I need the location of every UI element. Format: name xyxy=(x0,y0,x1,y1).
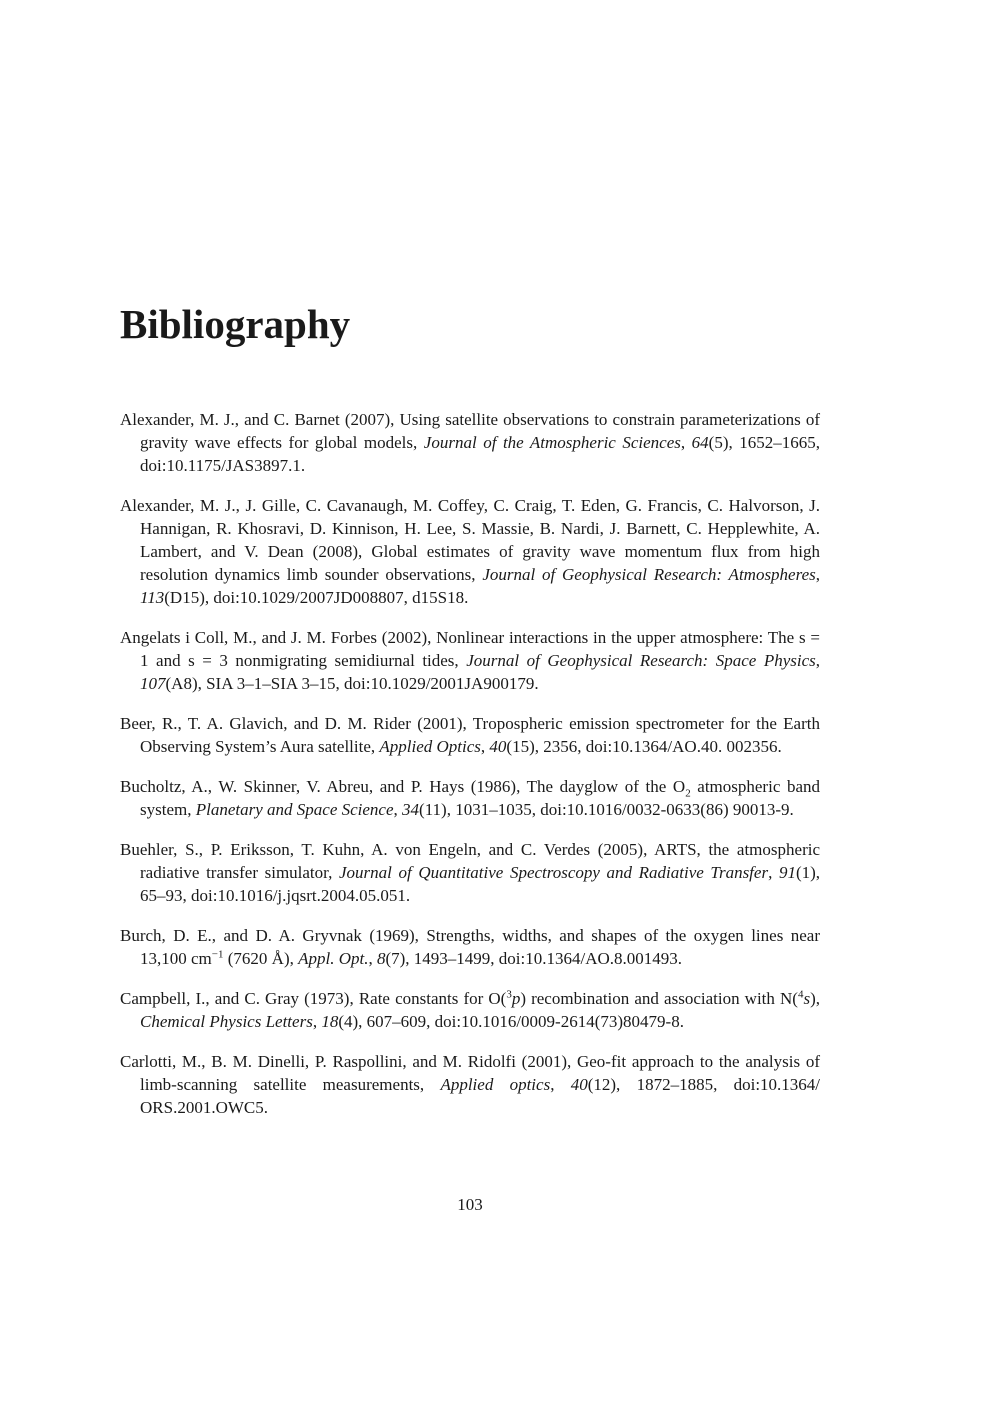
entry-title-subscript: 2 xyxy=(685,787,691,800)
bib-entry-burch-1969 xyxy=(120,924,820,970)
entry-title: Geo-fit approach to the analysis of limb-scanning satellite measurements, xyxy=(140,1052,820,1094)
bib-entry-angelats-2002 xyxy=(120,626,820,695)
entry-title-text: (7620 Å), xyxy=(223,949,299,968)
bib-entry-bucholtz-1986 xyxy=(120,775,820,821)
entry-details: (15), 2356, doi:10.1364/AO.40. 002356. xyxy=(506,737,782,756)
entry-venue: Appl. Opt. xyxy=(298,949,369,968)
entry-volume: 113 xyxy=(140,588,165,607)
entry-volume: 18 xyxy=(321,1012,339,1031)
entry-details: (11), 1031–1035, doi:10.1016/0032-0633(86) 90013-9. xyxy=(419,800,794,819)
entry-venue: Journal of Quantitative Spectroscopy and Radiative Transfer xyxy=(339,863,769,882)
entry-details: (5), 1652–1665, doi:10.1175/JAS3897.1. xyxy=(140,433,821,475)
entry-volume: 91 xyxy=(778,863,796,882)
entry-venue: Applied Optics xyxy=(379,737,481,756)
entry-title-text: ), xyxy=(810,989,820,1008)
entry-title: Using satellite observations to constrain parameterizations of gravity wave effects for global models, xyxy=(140,410,821,452)
entry-venue: Journal of Geophysical Research: Atmospheres xyxy=(482,565,816,584)
entry-separator: , xyxy=(368,949,377,968)
entry-volume: 107 xyxy=(140,674,166,693)
entry-title-superscript: 3 xyxy=(506,988,512,1001)
page-title: Bibliography xyxy=(120,301,351,347)
bib-entry-alexander-2007 xyxy=(120,408,820,477)
bibliography-list xyxy=(120,408,820,1136)
entry-title-symbol: s xyxy=(803,989,811,1008)
entry-authors: Bucholtz, A., W. Skinner, V. Abreu, and P. Hays (1986), xyxy=(120,777,527,796)
entry-details: (1), 65–93, doi:10.1016/j.jqsrt.2004.05.051. xyxy=(140,863,821,905)
entry-authors: Burch, D. E., and D. A. Gryvnak (1969), xyxy=(120,926,427,945)
entry-authors: Beer, R., T. A. Glavich, and D. M. Rider (2001), xyxy=(120,714,473,733)
bib-entry-alexander-2008 xyxy=(120,494,820,609)
entry-details: (A8), SIA 3–1–SIA 3–15, doi:10.1029/2001JA900179. xyxy=(165,674,539,693)
entry-volume: 8 xyxy=(376,949,386,968)
entry-title-symbol: p xyxy=(511,989,521,1008)
entry-authors: Alexander, M. J., and C. Barnet (2007), xyxy=(120,410,400,429)
entry-details: (7), 1493–1499, doi:10.1364/AO.8.001493. xyxy=(385,949,683,968)
entry-title-superscript: −1 xyxy=(211,948,224,961)
entry-authors: Carlotti, M., B. M. Dinelli, P. Raspollini, and M. Ridolfi (2001), xyxy=(120,1052,577,1071)
bib-entry-campbell-1973 xyxy=(120,987,820,1033)
entry-title: Global estimates of gravity wave momentum flux from high resolution dynamics limb sounder observations, xyxy=(140,542,820,584)
entry-venue: Applied optics xyxy=(440,1075,551,1094)
bib-entry-carlotti-2001 xyxy=(120,1050,820,1119)
entry-separator: , xyxy=(815,651,821,670)
entry-title: Tropospheric emission spectrometer for the Earth Observing System’s Aura satellite, xyxy=(140,714,820,756)
entry-title-text: Strengths, widths, and shapes of the oxygen lines near 13,100 cm xyxy=(140,926,820,968)
entry-title-text: Rate constants for O( xyxy=(358,989,507,1008)
page-number: 103 xyxy=(457,1195,483,1214)
entry-separator: , xyxy=(550,1075,571,1094)
entry-volume: 40 xyxy=(570,1075,588,1094)
entry-separator: , xyxy=(768,863,779,882)
entry-authors: Campbell, I., and C. Gray (1973), xyxy=(120,989,359,1008)
entry-authors: Alexander, M. J., J. Gille, C. Cavanaugh, M. Coffey, C. Craig, T. Eden, G. Francis, C. Halvorson, J. Hannigan, R. Khosravi, D. Kinnison, H. Lee, S. Massie, B. Nardi, J. Barnett, C. Hepplewhite, A. Lambert, and V. Dean (2008), xyxy=(120,496,820,561)
entry-title-text: atmospheric band system, xyxy=(140,777,820,819)
entry-title-text: ) recombination and association with N( xyxy=(520,989,798,1008)
entry-venue: Journal of the Atmospheric Sciences xyxy=(423,433,681,452)
bib-entry-beer-2001 xyxy=(120,712,820,758)
entry-venue: Journal of Geophysical Research: Space Physics xyxy=(466,651,816,670)
entry-venue: Chemical Physics Letters xyxy=(140,1012,313,1031)
entry-title: ARTS, the atmospheric radiative transfer simulator, xyxy=(140,840,820,882)
bib-entry-buehler-2005 xyxy=(120,838,820,907)
entry-title xyxy=(359,989,820,1008)
entry-venue: Planetary and Space Science xyxy=(195,800,394,819)
entry-separator: , xyxy=(393,800,403,819)
entry-title-text: The dayglow of the O xyxy=(526,777,686,796)
entry-separator: , xyxy=(680,433,692,452)
entry-title: Nonlinear interactions in the upper atmosphere: The s = 1 and s = 3 nonmigrating semidiurnal tides, xyxy=(140,628,820,670)
entry-title-superscript: 4 xyxy=(797,988,804,1001)
entry-separator: , xyxy=(815,565,820,584)
entry-authors: Buehler, S., P. Eriksson, T. Kuhn, A. von Engeln, and C. Verdes (2005), xyxy=(120,840,655,859)
entry-separator: , xyxy=(312,1012,322,1031)
entry-volume: 40 xyxy=(489,737,507,756)
entry-separator: , xyxy=(480,737,490,756)
entry-details: (12), 1872–1885, doi:10.1364/ ORS.2001.OWC5. xyxy=(140,1075,821,1117)
entry-volume: 34 xyxy=(402,800,420,819)
entry-authors: Angelats i Coll, M., and J. M. Forbes (2002), xyxy=(120,628,437,647)
entry-details: (D15), doi:10.1029/2007JD008807, d15S18. xyxy=(164,588,469,607)
entry-volume: 64 xyxy=(691,433,709,452)
entry-details: (4), 607–609, doi:10.1016/0009-2614(73)80479-8. xyxy=(338,1012,684,1031)
